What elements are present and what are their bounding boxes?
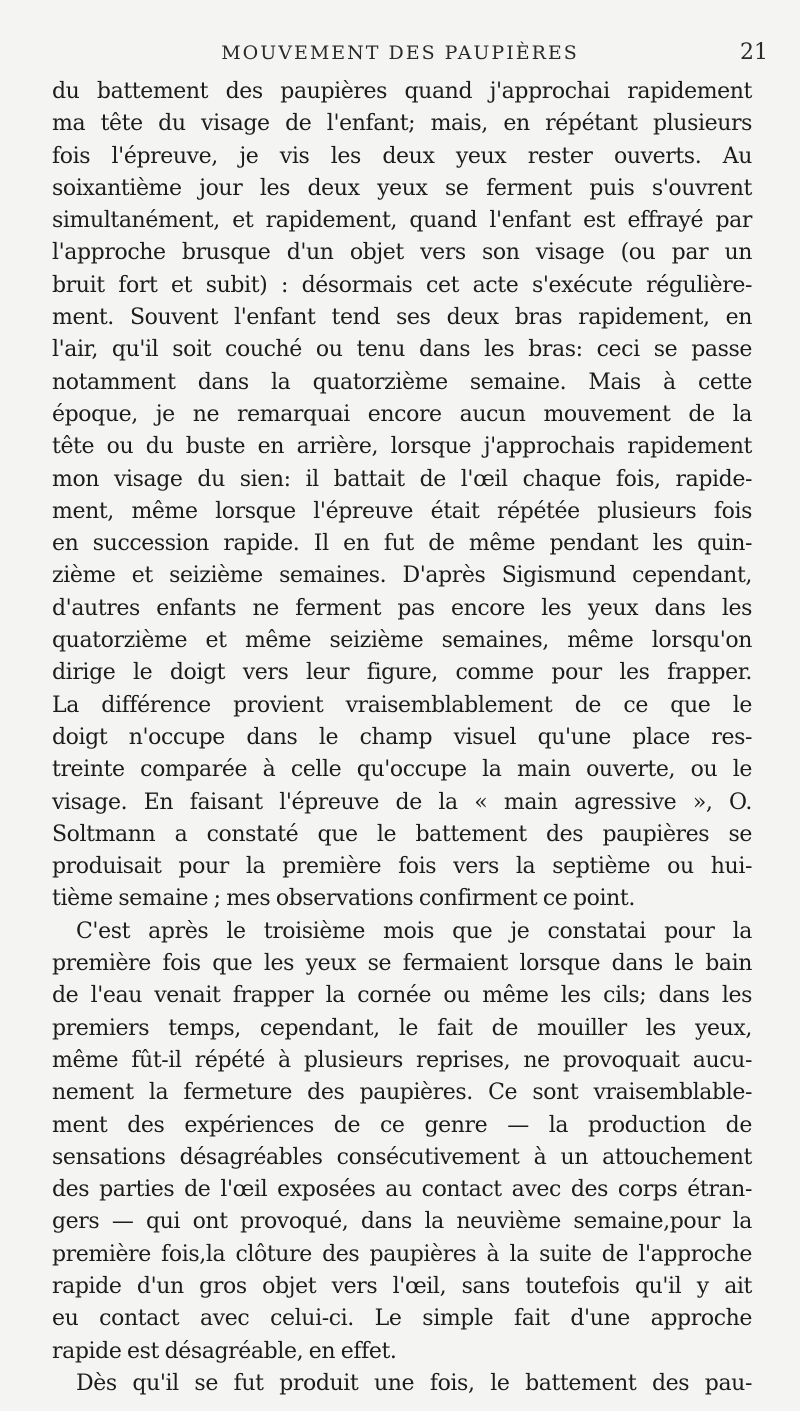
text-line: zième et seizième semaines. D'après Sigismund cependant, — [52, 563, 752, 589]
text-line: bruit fort et subit) : désormais cet acte s'exécute régulière- — [52, 272, 752, 298]
text-line: premiers temps, cependant, le fait de mouiller les yeux, — [52, 1015, 752, 1041]
text-line: dirige le doigt vers leur figure, comme pour les frapper. — [52, 660, 752, 686]
text-line: La différence provient vraisemblablement de ce que le — [52, 692, 752, 718]
text-line: l'approche brusque d'un objet vers son visage (ou par un — [52, 240, 752, 266]
text-line: tième semaine ; mes observations confirment ce point. — [52, 886, 635, 912]
paragraph-1 — [52, 76, 752, 916]
text-line: visage. En faisant l'épreuve de la « main agressive », O. — [52, 789, 752, 815]
body-text — [52, 76, 752, 1400]
text-line: doigt n'occupe dans le champ visuel qu'une place res- — [52, 724, 752, 750]
page-number: 21 — [740, 40, 768, 65]
text-line: rapide est désagréable, en effet. — [52, 1338, 397, 1364]
text-line: simultanément, et rapidement, quand l'enfant est effrayé par — [52, 208, 752, 234]
text-line: ment, même lorsque l'épreuve était répétée plusieurs fois — [52, 498, 752, 524]
text-line: en succession rapide. Il en fut de même pendant les quin- — [52, 531, 752, 557]
text-line: de l'eau venait frapper la cornée ou même les cils; dans les — [52, 983, 752, 1009]
text-line: mon visage du sien: il battait de l'œil chaque fois, rapide- — [52, 466, 752, 492]
text-line: première fois,la clôture des paupières à la suite de l'approche — [52, 1241, 752, 1267]
text-line: du battement des paupières quand j'approchai rapidement — [52, 79, 752, 104]
text-line: des parties de l'œil exposées au contact avec des corps étran- — [52, 1177, 752, 1203]
text-line: eu contact avec celui-ci. Le simple fait d'une approche — [52, 1306, 752, 1332]
paragraph-3 — [52, 1368, 752, 1400]
text-line: rapide d'un gros objet vers l'œil, sans toutefois qu'il y ait — [52, 1273, 752, 1299]
text-line: l'air, qu'il soit couché ou tenu dans les bras: ceci se passe — [52, 337, 752, 363]
text-line: époque, je ne remarquai encore aucun mouvement de la — [52, 401, 752, 427]
text-line: ment des expériences de ce genre — la production de — [52, 1112, 752, 1138]
text-line: fois l'épreuve, je vis les deux yeux rester ouverts. Au — [52, 143, 752, 169]
text-line: soixantième jour les deux yeux se ferment puis s'ouvrent — [52, 175, 752, 201]
text-line: Soltmann a constaté que le battement des paupières se — [52, 821, 752, 847]
text-line: gers — qui ont provoqué, dans la neuvième semaine,pour la — [52, 1209, 752, 1235]
text-line: Dès qu'il se fut produit une fois, le battement des pau- — [76, 1370, 752, 1396]
text-line: même fût-il répété à plusieurs reprises, ne provoquait aucu- — [52, 1047, 752, 1073]
running-head — [0, 38, 800, 68]
paragraph-2 — [52, 916, 752, 1368]
text-line: sensations désagréables consécutivement à un attouchement — [52, 1144, 752, 1170]
running-title: MOUVEMENT DES PAUPIÈRES — [221, 42, 579, 64]
text-line: notamment dans la quatorzième semaine. Mais à cette — [52, 369, 752, 395]
text-line: ma tête du visage de l'enfant; mais, en répétant plusieurs — [52, 111, 752, 137]
text-line: quatorzième et même seizième semaines, même lorsqu'on — [52, 628, 752, 654]
text-line: première fois que les yeux se fermaient lorsque dans le bain — [52, 951, 752, 977]
text-line: nement la fermeture des paupières. Ce sont vraisemblable- — [52, 1080, 752, 1106]
text-line: produisait pour la première fois vers la septième ou hui- — [52, 854, 752, 880]
text-line: tête ou du buste en arrière, lorsque j'approchais rapidement — [52, 434, 752, 460]
text-line: ment. Souvent l'enfant tend ses deux bras rapidement, en — [52, 305, 752, 331]
text-line: C'est après le troisième mois que je constatai pour la — [76, 918, 752, 944]
text-line: treinte comparée à celle qu'occupe la main ouverte, ou le — [52, 757, 752, 783]
text-line: d'autres enfants ne ferment pas encore les yeux dans les — [52, 595, 752, 621]
